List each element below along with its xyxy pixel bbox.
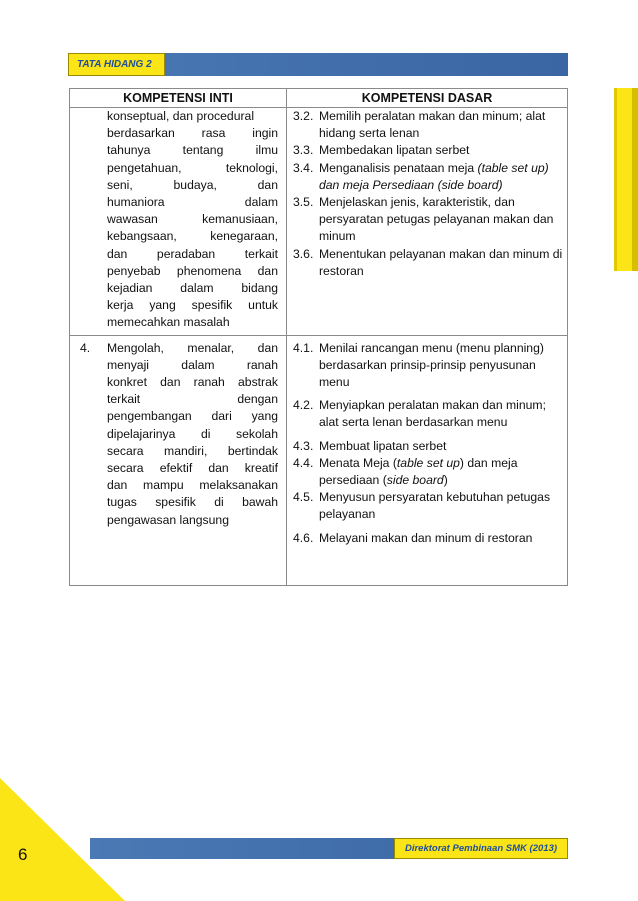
table-header-row	[70, 89, 568, 108]
kd-text: Menilai rancangan menu (menu planning) berdasarkan prinsip-prinsip penyusunan menu	[319, 340, 544, 390]
ki-line: humaniora dalam	[107, 195, 278, 210]
kd-num: 4.3.	[293, 438, 314, 453]
ki-line: pengawasan langsung	[107, 512, 229, 527]
kd-item	[293, 108, 563, 142]
kd-num: 4.6.	[293, 530, 314, 545]
side-tab-decoration	[614, 88, 638, 271]
ki-line: penyebab phenomena dan	[107, 263, 278, 278]
ki-line: berdasarkan rasa ingin	[107, 126, 278, 141]
header-title: TATA HIDANG 2	[68, 53, 165, 76]
ki-line: tugas spesifik di bawah	[107, 495, 278, 510]
ki-number: 4.	[80, 340, 91, 355]
kd-item	[293, 455, 563, 489]
header-kompetensi-dasar: KOMPETENSI DASAR	[287, 89, 568, 108]
kd-text	[319, 160, 563, 194]
kd-num: 4.4.	[293, 455, 314, 470]
page-number: 6	[18, 845, 28, 864]
kd-text-plain: Menganalisis penataan meja	[319, 160, 478, 175]
kd-text: Menyusun persyaratan kebutuhan petugas pelayanan	[319, 490, 551, 522]
kd-num: 3.3.	[293, 143, 314, 158]
competency-table	[69, 88, 568, 586]
kd-text: Menyiapkan peralatan makan dan minum; alat serta lenan berdasarkan menu	[319, 398, 546, 430]
kd-num: 3.2.	[293, 109, 314, 123]
ki-line: dan peradaban terkait	[107, 246, 278, 261]
ki-text-3	[107, 108, 278, 332]
kd-text	[319, 455, 563, 489]
ki-line: terkait dengan	[107, 392, 278, 407]
ki-line: secara mandiri, bertindak	[107, 443, 278, 458]
kd-text-italic: (table set up) dan meja Persediaan (side board)	[319, 160, 549, 192]
ki-line: pengetahuan, teknologi,	[107, 160, 278, 175]
ki-text-4	[107, 340, 278, 529]
table-row	[70, 335, 568, 585]
kd-item	[293, 530, 563, 547]
ki-line: kejadian dalam bidang	[107, 281, 278, 296]
ki-cell-4	[70, 335, 287, 585]
kd-num: 3.4.	[293, 160, 314, 175]
kd-text-plain: )	[443, 473, 448, 488]
kd-text: Menentukan pelayanan makan dan minum di restoran	[319, 246, 563, 278]
ki-cell-3	[70, 108, 287, 336]
kd-item	[293, 142, 563, 159]
ki-line: wawasan kemanusiaan,	[107, 212, 278, 227]
ki-line: tahunya tentang ilmu	[107, 143, 278, 158]
ki-line: konkret dan ranah abstrak	[107, 375, 278, 390]
kd-text: Melayani makan dan minum di restoran	[319, 530, 533, 545]
kd-item	[293, 489, 563, 523]
kd-num: 4.2.	[293, 398, 314, 413]
footer-title: Direktorat Pembinaan SMK (2013)	[394, 838, 568, 859]
kd-item	[293, 438, 563, 455]
kd-num: 3.6.	[293, 246, 314, 261]
ki-line: Mengolah, menalar, dan	[107, 340, 278, 355]
kd-text-plain: ) dan meja persediaan (	[319, 455, 518, 488]
kd-text-italic: side board	[386, 473, 444, 488]
kd-item	[293, 397, 563, 431]
kd-item	[293, 194, 563, 246]
kd-cell-3	[287, 108, 568, 336]
kd-text-italic: table set up	[396, 455, 460, 470]
ki-line: kebangsaan, kenegaraan,	[107, 229, 278, 244]
ki-line: dipelajarinya di sekolah	[107, 426, 278, 441]
kd-num: 3.5.	[293, 195, 314, 210]
kd-item	[293, 340, 563, 392]
kd-text: Membuat lipatan serbet	[319, 438, 447, 453]
kd-item	[293, 246, 563, 280]
kd-cell-4	[287, 335, 568, 585]
kd-num: 4.5.	[293, 490, 314, 505]
ki-line: dan mampu melaksanakan	[107, 478, 278, 493]
ki-line: menyaji dalam ranah	[107, 357, 278, 372]
kd-text: Membedakan lipatan serbet	[319, 143, 470, 158]
ki-line: pengembangan dari yang	[107, 409, 278, 424]
ki-line: seni, budaya, dan	[107, 177, 278, 192]
kd-text: Menjelaskan jenis, karakteristik, dan persyaratan petugas pelayanan makan dan minum	[319, 195, 554, 244]
kd-item	[293, 160, 563, 194]
ki-line: secara efektif dan kreatif	[107, 461, 278, 476]
kd-num: 4.1.	[293, 340, 314, 355]
ki-line: memecahkan masalah	[107, 315, 230, 330]
ki-line: konseptual, dan procedural	[107, 109, 255, 123]
header-kompetensi-inti: KOMPETENSI INTI	[70, 89, 287, 108]
table-row	[70, 108, 568, 336]
ki-line: kerja yang spesifik untuk	[107, 298, 278, 313]
kd-text: Memilih peralatan makan dan minum; alat hidang serta lenan	[319, 109, 546, 141]
kd-text-plain: Menata Meja (	[319, 455, 397, 470]
